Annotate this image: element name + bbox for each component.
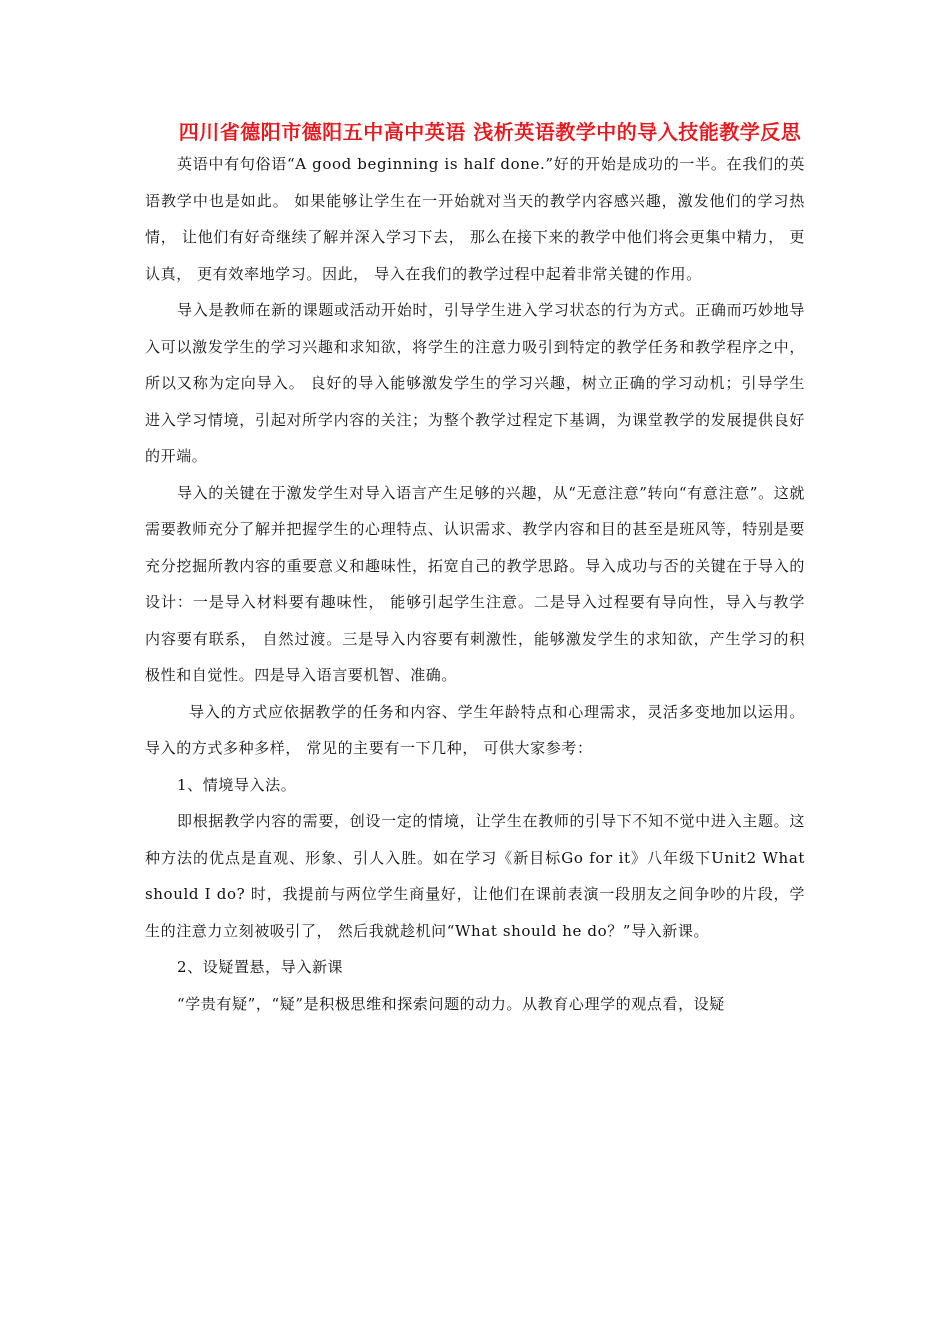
section-heading-1: 1、情境导入法。 (177, 775, 297, 794)
paragraph-method-1: 即根据教学内容的需要，创设一定的情境，让学生在教师的引导下不知不觉中进入主题。这种方法的优点是直观、形象、引人入胜。如在学习《新目标Go for it》八年级下Unit2 What should I do? 时，我提前与两位学生商量好，让他们在课前表演一段朋友之间争吵的片段，学生的注意力立刻被吸引了， 然后我就趁机问“What should he do？”导入新课。 (145, 812, 805, 940)
document-title: 四川省德阳市德阳五中高中英语 浅析英语教学中的导入技能教学反思 (178, 120, 802, 144)
document-page (145, 120, 805, 1022)
paragraph-key-points: 导入的关键在于激发学生对导入语言产生足够的兴趣，从“无意注意”转向“有意注意”。这就需要教师充分了解并把握学生的心理特点、认识需求、教学内容和目的甚至是班风等，特别是要充分挖掘所教内容的重要意义和趣味性，拓宽自己的教学思路。导入成功与否的关键在于导入的设计：一是导入材料要有趣味性， 能够引起学生注意。二是导入过程要有导向性，导入与教学内容要有联系， 自然过渡。三是导入内容要有刺激性，能够激发学生的求知欲，产生学习的积极性和自觉性。四是导入语言要机智、准确。 (145, 483, 805, 684)
paragraph-method-2: “学贵有疑”，“疑”是积极思维和探索问题的动力。从教育心理学的观点看，设疑 (177, 994, 725, 1013)
paragraph-methods: 导入的方式应依据教学的任务和内容、学生年龄特点和心理需求，灵活多变地加以运用。导入的方式多种多样， 常见的主要有一下几种， 可供大家参考： (145, 702, 805, 757)
section-heading-2: 2、设疑置悬，导入新课 (177, 958, 344, 976)
paragraph-definition: 导入是教师在新的课题或活动开始时，引导学生进入学习状态的行为方式。正确而巧妙地导入可以激发学生的学习兴趣和求知欲，将学生的注意力吸引到特定的教学任务和教学程序之中，所以又称为定向导入。 良好的导入能够激发学生的学习兴趣，树立正确的学习动机；引导学生进入学习情境，引起对所学内容的关注；为整个教学过程定下基调，为课堂教学的发展提供良好的开端。 (145, 301, 805, 465)
paragraph-intro: 英语中有句俗语“A good beginning is half done.”好的开始是成功的一半。在我们的英语教学中也是如此。 如果能够让学生在一开始就对当天的教学内容感兴趣，激发他们的学习热情， 让他们有好奇继续了解并深入学习下去， 那么在接下来的教学中他们将会更集中精力， 更认真， 更有效率地学习。因此， 导入在我们的教学过程中起着非常关键的作用。 (145, 155, 805, 283)
